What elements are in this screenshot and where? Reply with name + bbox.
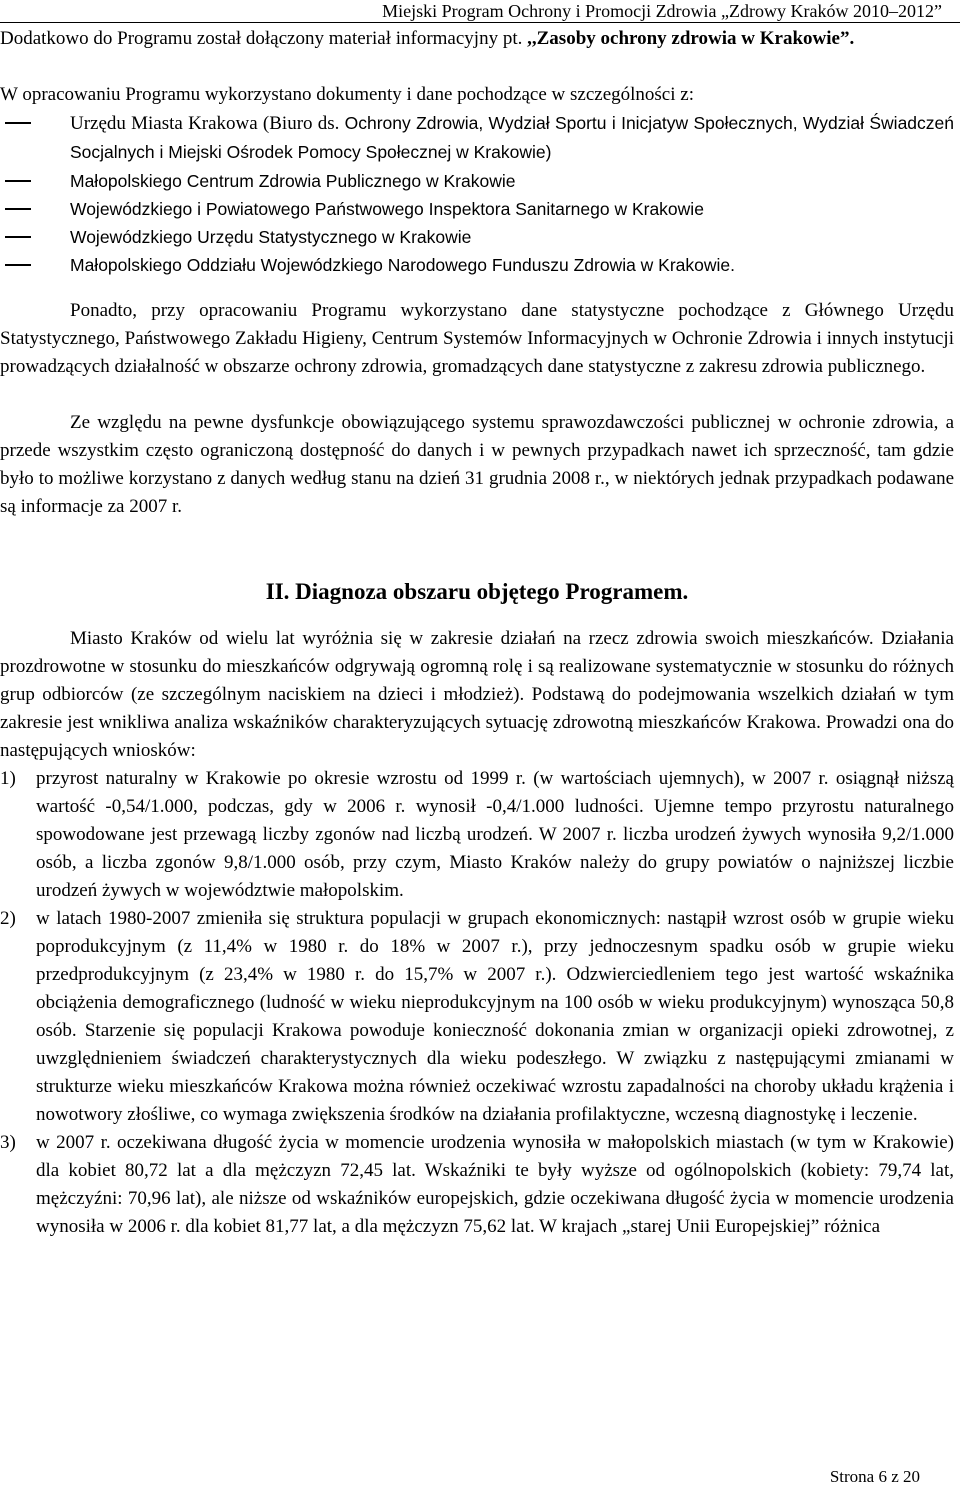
spacer [0, 279, 954, 297]
source-lead: Urzędu Miasta Krakowa (Biuro ds. [70, 113, 345, 134]
page-number: Strona 6 z 20 [829, 1467, 920, 1486]
item-text: w latach 1980-2007 zmieniła się struktura populacji w grupach ekonomicznych: nastąpił wzrost osób w grupie wieku poprodukcyjnym (z 11,4% w 1980 r. do 18% w 2007 r.), przy jednoczesnym spadku osób w grupie wieku przedprodukcyjnym (z 23,4% w 1980 r. do 15,7% w 2007 r.). Odzwierciedleniem tego jest wartość wskaźnika obciążenia demograficznego (ludność w wieku nieprodukcyjnym na 100 osób w wieku produkcyjnym) wynosząca 50,8 osób. Starzenie się populacji Krakowa powoduje konieczność dokonania zmian w organizacji opieki zdrowotnej, z uwzględnieniem świadczeń charakterystycznych dla wieku podeszłego. W związku z następującymi zmianami w strukturze wieku mieszkańców Krakowa można również oczekiwać wzrostu zapadalności na choroby układu krążenia i nowotwory złośliwe, co wymaga zwiększenia środków na działania profilaktyczne, wczesną diagnostykę i leczenie. [36, 908, 954, 1125]
source-rest: Ochrony Zdrowia, Wydział Sportu i Inicjatyw Społecznych, Wydział Świadczeń Socjalnych i Miejski Ośrodek Pomocy Społecznej w Krakowie) [70, 113, 954, 162]
item-text: przyrost naturalny w Krakowie po okresie wzrostu od 1999 r. (w wartościach ujemnych), w 2007 r. osiągnął niższą wartość -0,54/1.000, podczas, gdy w 2006 r. wynosił -0,4/1.000 ludności. Ujemne tempo przyrostu naturalnego spowodowane jest przewagą liczby zgonów nad liczbą urodzeń. W 2007 r. liczba urodzeń żywych wynosiła 9,2/1.000 osób, a liczba zgonów 9,8/1.000 osób, przy czym, Miasto Kraków należy do grupy powiatów o najniższej liczbie urodzeń żywych w województwie małopolskim. [36, 768, 954, 901]
attachment-note [0, 25, 954, 53]
list-item: Wojewódzkiego i Powiatowego Państwowego Inspektora Sanitarnego w Krakowie [0, 195, 954, 223]
attachment-prefix: Dodatkowo do Programu został dołączony materiał informacyjny pt. [0, 28, 528, 49]
item-text: w 2007 r. oczekiwana długość życia w momencie urodzenia wynosiła w małopolskich miastach (w tym w Krakowie) dla kobiet 80,72 lat a dla mężczyzn 72,45 lat. Wskaźniki te były wyższe od ogólnopolskich (kobiety: 79,74 lat, mężczyźni: 70,96 lat), ale niższe od wskaźników europejskich, gdzie oczekiwana długość życia w momencie urodzenia wynosiła w 2006 r. dla kobiet 81,77 lat, a dla mężczyzn 75,62 lat. W krajach „starej Unii Europejskiej” różnica [36, 1132, 954, 1237]
list-item [0, 109, 954, 167]
findings-list [0, 765, 954, 1241]
running-header: Miejski Program Ochrony i Promocji Zdrowia „Zdrowy Kraków 2010–2012” [382, 1, 942, 21]
data-limitations-paragraph: Ze względu na pewne dysfunkcje obowiązującego systemu sprawozdawczości publicznej w ochronie zdrowia, a przede wszystkim często ograniczoną dostępność do danych i w pewnych przypadkach nawet ich sprzeczność, tam gdzie było to możliwe korzystano z danych według stanu na dzień 31 grudnia 2008 r., w niektórych jednak przypadkach podawane są informacje za 2007 r. [0, 412, 954, 517]
list-item [0, 765, 954, 905]
page-content [0, 25, 954, 1241]
item-number: 3) [0, 1132, 16, 1153]
spacer [0, 53, 954, 81]
header-rule [0, 22, 960, 23]
sources-list [0, 109, 954, 279]
list-item [0, 1129, 954, 1241]
spacer [0, 381, 954, 409]
item-number: 1) [0, 768, 16, 789]
spacer [0, 607, 954, 625]
list-item: Małopolskiego Centrum Zdrowia Publicznego w Krakowie [0, 167, 954, 195]
list-item: Wojewódzkiego Urzędu Statystycznego w Krakowie [0, 223, 954, 251]
item-number: 2) [0, 908, 16, 929]
spacer [0, 521, 954, 577]
list-item: Małopolskiego Oddziału Wojewódzkiego Narodowego Funduszu Zdrowia w Krakowie. [0, 251, 954, 279]
list-item [0, 905, 954, 1129]
statistics-sources-paragraph: Ponadto, przy opracowaniu Programu wykorzystano dane statystyczne pochodzące z Głównego Urzędu Statystycznego, Państwowego Zakładu Higieny, Centrum Systemów Informacyjnych w Ochronie Zdrowia i innych instytucji prowadzących działalność w obszarze ochrony zdrowia, gromadzących dane statystyczne z zakresu zdrowia publicznego. [0, 300, 954, 377]
section-heading: II. Diagnoza obszaru objętego Programem. [265, 579, 689, 604]
attachment-title: ,,Zasoby ochrony zdrowia w Krakowie”. [527, 28, 855, 49]
sources-intro: W opracowaniu Programu wykorzystano dokumenty i dane pochodzące w szczególności z: [0, 84, 694, 105]
section-intro-paragraph: Miasto Kraków od wielu lat wyróżnia się w zakresie działań na rzecz zdrowia swoich mieszkańców. Działania prozdrowotne w stosunku do mieszkańców odgrywają ogromną rolę i są realizowane systematycznie w stosunku do różnych grup odbiorców (ze szczególnym naciskiem na dzieci i młodzież). Podstawą do podejmowania wszelkich działań w tym zakresie jest wnikliwa analiza wskaźników charakteryzujących sytuację zdrowotną mieszkańców Krakowa. Prowadzi ona do następujących wniosków: [0, 628, 954, 761]
